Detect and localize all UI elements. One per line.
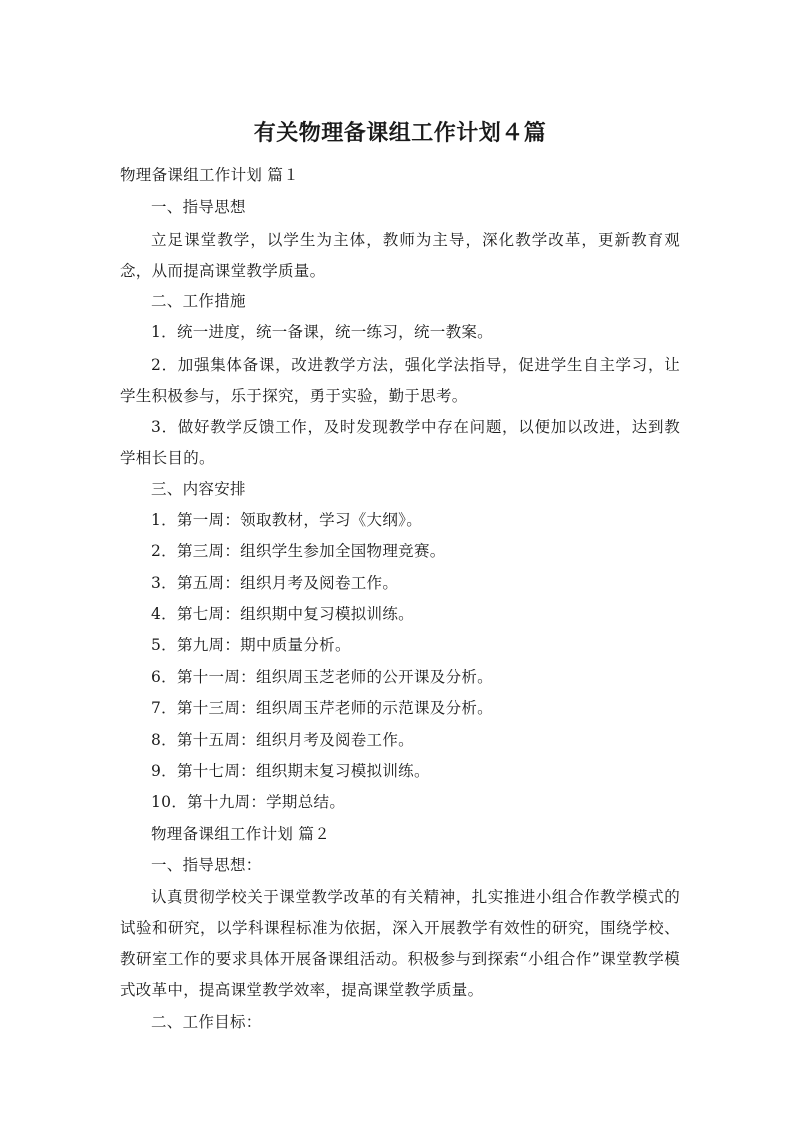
section-1-guiding-text: 立足课堂教学，以学生为主体，教师为主导，深化教学改革，更新教育观念，从而提高课堂教学质量。: [120, 231, 680, 280]
schedule-item-6: 6．第十一周：组织周玉芝老师的公开课及分析。: [151, 668, 493, 686]
section-1-heading: 物理备课组工作计划 篇１: [120, 166, 300, 184]
schedule-item-3: 3．第五周：组织月考及阅卷工作。: [151, 574, 399, 592]
schedule-item-7: 7．第十三周：组织周玉芹老师的示范课及分析。: [151, 699, 493, 717]
measure-item-2: 2．加强集体备课，改进教学方法，强化学法指导，促进学生自主学习，让学生积极参与，乐于探究，勇于实验，勤于思考。: [120, 356, 680, 405]
schedule-item-9: 9．第十七周：组织期末复习模拟训练。: [151, 762, 430, 780]
measure-item-3: 3．做好教学反馈工作，及时发现教学中存在问题，以便加以改进，达到教学相长目的。: [120, 418, 680, 467]
schedule-item-1: 1．第一周：领取教材，学习《大纲》。: [151, 511, 423, 529]
measure-item-1: 1．统一进度，统一备课，统一练习，统一教案。: [151, 323, 493, 341]
document-title: 有关物理备课组工作计划４篇: [253, 121, 547, 146]
section-2-heading: 物理备课组工作计划 篇２: [151, 825, 331, 843]
section-2-guiding-text: 认真贯彻学校关于课堂教学改革的有关精神，扎实推进小组合作教学模式的试验和研究，以学科课程标准为依据，深入开展教学有效性的研究，围绕学校、教研室工作的要求具体开展备课组活动。积极参与到探索“小组合作”课堂教学模式改革中，提高课堂教学效率，提高课堂教学质量。: [120, 888, 680, 999]
section-1-measures-title: 二、工作措施: [151, 292, 246, 310]
schedule-item-4: 4．第七周：组织期中复习模拟训练。: [151, 605, 414, 623]
section-1-guiding-title: 一、指导思想: [151, 198, 246, 216]
schedule-item-10: 10．第十九周：学期总结。: [151, 793, 346, 811]
schedule-item-2: 2．第三周：组织学生参加全国物理竞赛。: [151, 542, 446, 560]
schedule-item-8: 8．第十五周：组织月考及阅卷工作。: [151, 731, 414, 749]
schedule-item-5: 5．第九周：期中质量分析。: [151, 636, 351, 654]
section-1-schedule-title: 三、内容安排: [151, 480, 246, 498]
section-2-guiding-title: 一、指导思想：: [151, 856, 262, 874]
section-2-goals-title: 二、工作目标：: [151, 1013, 262, 1031]
